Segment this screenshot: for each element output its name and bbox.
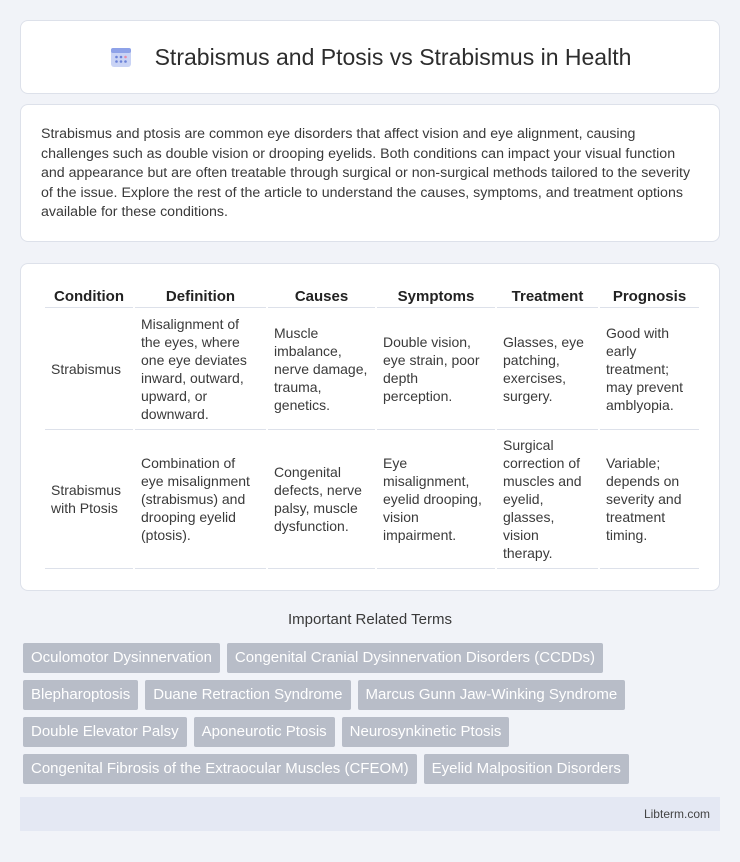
table-header-row [45, 284, 699, 308]
table-row [45, 308, 699, 430]
related-term-tag[interactable]: Blepharoptosis [23, 680, 138, 710]
cell-definition: Misalignment of the eyes, where one eye deviates inward, outward, upward, or downward. [135, 308, 266, 430]
comparison-table-card [20, 263, 720, 591]
cell-causes: Congenital defects, nerve palsy, muscle dysfunction. [268, 430, 375, 569]
header-symptoms: Symptoms [377, 284, 495, 308]
cell-condition: Strabismus [45, 308, 133, 430]
page-title: Strabismus and Ptosis vs Strabismus in Health [154, 43, 632, 70]
cell-causes: Muscle imbalance, nerve damage, trauma, genetics. [268, 308, 375, 430]
related-term-tag[interactable]: Marcus Gunn Jaw-Winking Syndrome [358, 680, 626, 710]
cell-condition: Strabismus with Ptosis [45, 430, 133, 569]
related-term-tag[interactable]: Duane Retraction Syndrome [145, 680, 350, 710]
cell-treatment: Surgical correction of muscles and eyelid, glasses, vision therapy. [497, 430, 598, 569]
related-term-tag[interactable]: Double Elevator Palsy [23, 717, 187, 747]
related-term-tag[interactable]: Neurosynkinetic Ptosis [342, 717, 510, 747]
related-terms-title: Important Related Terms [288, 611, 452, 628]
related-terms-list [23, 643, 723, 791]
header-causes: Causes [268, 284, 375, 308]
footer [20, 797, 720, 831]
intro-paragraph: Strabismus and ptosis are common eye disorders that affect vision and eye alignment, causing challenges such as double vision or drooping eyelids. Both conditions can impact your visual function and appearance but are often treatable through surgical or non-surgical methods tailored to the severity of the issue. Explore the rest of the article to understand the causes, symptoms, and treatment options available for these conditions. [41, 126, 691, 221]
tag-row [23, 680, 723, 710]
related-term-tag[interactable]: Oculomotor Dysinnervation [23, 643, 220, 673]
header-card [20, 20, 720, 94]
tag-row [23, 643, 723, 673]
calendar-grid-icon [109, 45, 133, 69]
tag-row [23, 754, 723, 784]
intro-card [20, 104, 720, 242]
cell-definition: Combination of eye misalignment (strabismus) and drooping eyelid (ptosis). [135, 430, 266, 569]
cell-prognosis: Variable; depends on severity and treatment timing. [600, 430, 699, 569]
comparison-table [43, 284, 701, 569]
cell-prognosis: Good with early treatment; may prevent amblyopia. [600, 308, 699, 430]
related-term-tag[interactable]: Congenital Fibrosis of the Extraocular Muscles (CFEOM) [23, 754, 417, 784]
header-definition: Definition [135, 284, 266, 308]
header-condition: Condition [45, 284, 133, 308]
header-treatment: Treatment [497, 284, 598, 308]
related-term-tag[interactable]: Eyelid Malposition Disorders [424, 754, 629, 784]
related-term-tag[interactable]: Aponeurotic Ptosis [194, 717, 335, 747]
related-term-tag[interactable]: Congenital Cranial Dysinnervation Disorders (CCDDs) [227, 643, 603, 673]
tag-row [23, 717, 723, 747]
cell-symptoms: Eye misalignment, eyelid drooping, vision impairment. [377, 430, 495, 569]
cell-symptoms: Double vision, eye strain, poor depth perception. [377, 308, 495, 430]
table-row [45, 430, 699, 569]
header-prognosis: Prognosis [600, 284, 699, 308]
cell-treatment: Glasses, eye patching, exercises, surgery. [497, 308, 598, 430]
footer-site-link[interactable]: Libterm.com [643, 807, 710, 821]
